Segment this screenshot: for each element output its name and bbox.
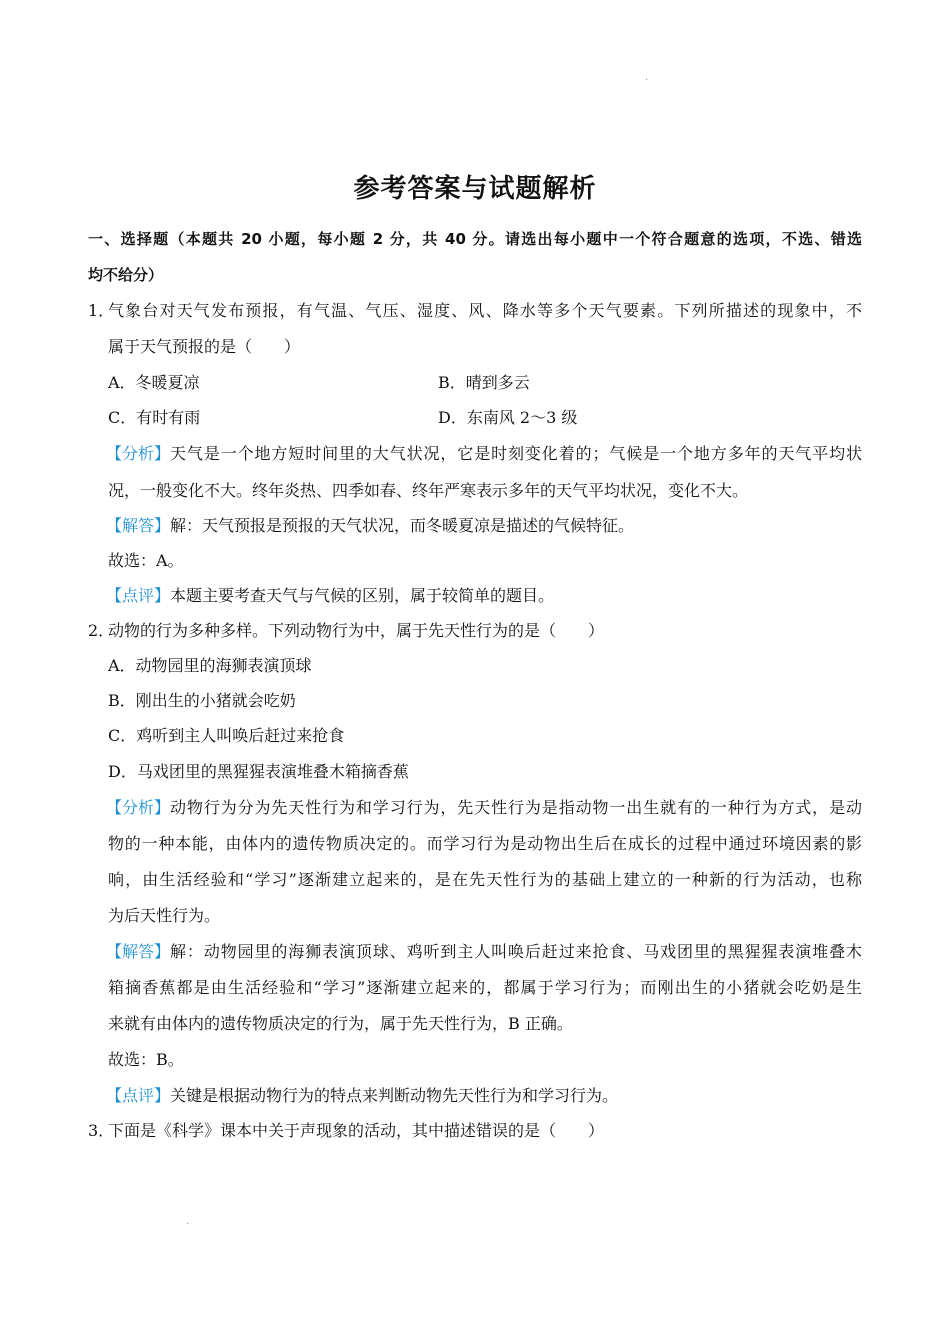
question-2-answer-line-1 xyxy=(106,941,862,963)
question-2-answer-text-1: 解：动物园里的海狮表演顶球、鸡听到主人叫唤后赶过来抢食、马戏团里的黑猩猩表演堆叠木 xyxy=(170,942,862,961)
question-2-stem: 动物的行为多种多样。下列动物行为中，属于先天性行为的是（ ） xyxy=(108,621,605,640)
question-1-answer-text: 解：天气预报是预报的天气状况，而冬暖夏凉是描述的气候特征。 xyxy=(170,516,635,535)
question-2-number: 2． xyxy=(88,621,115,640)
margin-dot: · xyxy=(645,75,649,86)
question-1-stem-line-1: 气象台对天气发布预报，有气温、气压、湿度、风、降水等多个天气要素。下列所描述的现象中，不 xyxy=(108,301,862,320)
question-3-stem: 下面是《科学》课本中关于声现象的活动，其中描述错误的是（ ） xyxy=(108,1121,605,1140)
question-1-option-b: B．晴到多云 xyxy=(438,373,530,392)
section-heading-line-1: 一、选择题（本题共 20 小题，每小题 2 分，共 40 分。请选出每小题中一个符合题意的选项，不选、错选 xyxy=(88,230,862,248)
question-3-number: 3． xyxy=(88,1121,115,1140)
question-1-comment-line xyxy=(106,585,554,607)
answer-tag: 【解答】 xyxy=(106,516,171,535)
question-2-analysis-text-1: 动物行为分为先天性行为和学习行为，先天性行为是指动物一出生就有的一种行为方式，是动 xyxy=(170,798,862,817)
question-1-option-d: D．东南风 2～3 级 xyxy=(438,408,578,427)
question-2-analysis-line-4: 为后天性行为。 xyxy=(108,906,221,925)
question-1-option-c: C．有时有雨 xyxy=(108,408,201,427)
question-1-number: 1． xyxy=(88,301,115,320)
comment-tag: 【点评】 xyxy=(106,1086,171,1105)
question-2-analysis-line-2: 物的一种本能，由体内的遗传物质决定的。而学习行为是动物出生后在成长的过程中通过环境因素的影 xyxy=(108,834,862,853)
question-1-comment-text: 本题主要考查天气与气候的区别，属于较简单的题目。 xyxy=(170,586,555,605)
question-2-analysis-line-1 xyxy=(106,797,862,819)
question-2-answer-line-2: 箱摘香蕉都是由生活经验和“学习”逐渐建立起来的，都属于学习行为；而刚出生的小猪就会吃奶是生 xyxy=(108,978,862,997)
question-2-analysis-line-3: 响，由生活经验和“学习”逐渐建立起来的，是在先天性行为的基础上建立的一种新的行为活动，也称 xyxy=(108,870,862,889)
analysis-tag: 【分析】 xyxy=(106,444,171,463)
question-1-stem-line-2: 属于天气预报的是（ ） xyxy=(108,337,301,356)
analysis-tag: 【分析】 xyxy=(106,798,171,817)
question-1-choice: 故选：A。 xyxy=(108,551,184,570)
question-1-analysis-line-2: 况，一般变化不大。终年炎热、四季如春、终年严寒表示多年的天气平均状况，变化不大。 xyxy=(108,481,749,500)
question-1-analysis-text-1: 天气是一个地方短时间里的大气状况，它是时刻变化着的；气候是一个地方多年的天气平均状 xyxy=(170,444,862,463)
answer-tag: 【解答】 xyxy=(106,942,171,961)
question-2-option-b: B．刚出生的小猪就会吃奶 xyxy=(108,691,296,710)
question-1-answer-line xyxy=(106,515,634,537)
comment-tag: 【点评】 xyxy=(106,586,171,605)
question-2-comment-line xyxy=(106,1085,618,1107)
question-2-option-a: A．动物园里的海狮表演顶球 xyxy=(108,656,312,675)
margin-dot: · xyxy=(186,1219,190,1230)
question-1-analysis-line-1 xyxy=(106,443,862,465)
question-2-choice: 故选：B。 xyxy=(108,1050,184,1069)
question-2-option-c: C．鸡听到主人叫唤后赶过来抢食 xyxy=(108,726,345,745)
page-title: 参考答案与试题解析 xyxy=(353,174,597,204)
question-2-answer-line-3: 来就有由体内的遗传物质决定的行为，属于先天性行为，B 正确。 xyxy=(108,1014,573,1033)
question-2-comment-text: 关键是根据动物行为的特点来判断动物先天性行为和学习行为。 xyxy=(170,1086,619,1105)
question-2-option-d: D．马戏团里的黑猩猩表演堆叠木箱摘香蕉 xyxy=(108,762,409,781)
section-heading-line-2: 均不给分） xyxy=(88,266,164,284)
question-1-option-a: A．冬暖夏凉 xyxy=(108,373,200,392)
